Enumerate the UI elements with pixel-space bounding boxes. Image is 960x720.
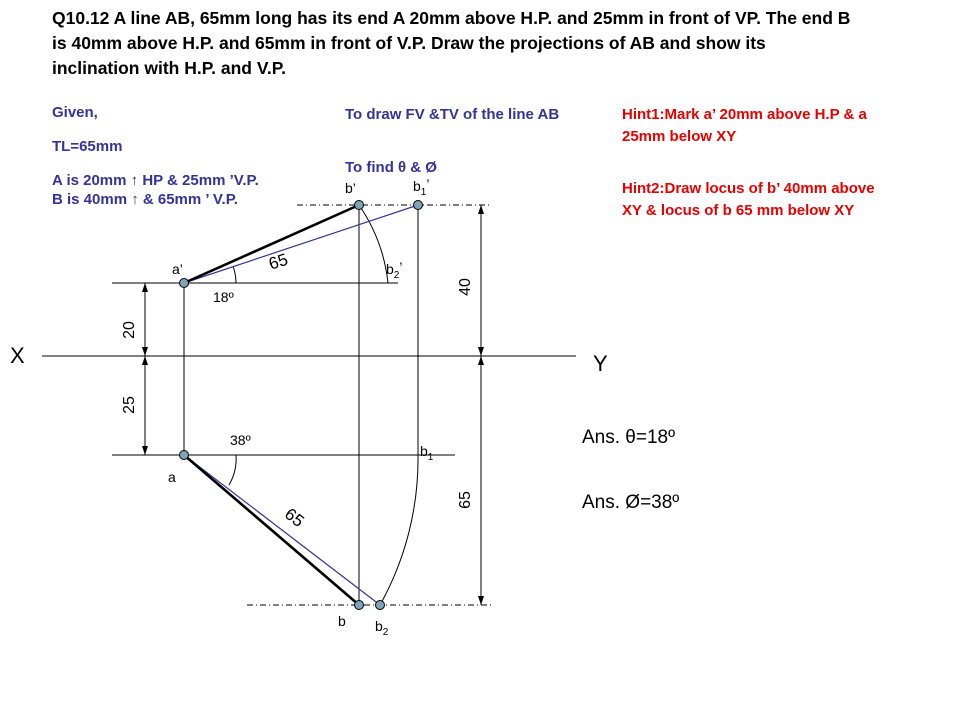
answer-phi: Ans. Ø=38º	[582, 492, 680, 513]
question-text: Q10.12 A line AB, 65mm long has its end A 20mm above H.P. and 25mm in front of VP. The end B is 40mm above H.P. and 65mm in front of V.P. Draw the projections of AB and show its inclination with H.P. and V.P.	[52, 8, 851, 78]
label-b1-prime: $b_1$’	[413, 176, 430, 198]
label-y: Y	[593, 351, 608, 376]
point-b	[355, 601, 364, 610]
label-b-prime: b’	[345, 180, 356, 196]
dimension-20	[142, 283, 148, 356]
given-point-a: A is 20mm ↑ HP & 25mm ’V.P.	[52, 172, 259, 189]
top-view-ab	[184, 455, 359, 605]
label-b: b	[338, 613, 346, 629]
true-length-top	[184, 455, 380, 605]
label-b2: $b_2$	[375, 618, 389, 638]
dimension-65	[478, 356, 484, 605]
point-a	[180, 451, 189, 460]
given-heading: Given,	[52, 104, 98, 121]
task-find-angles: To find θ & Ø	[345, 159, 437, 176]
top-view-rotation-arc	[380, 455, 418, 605]
point-b1-prime	[414, 201, 423, 210]
true-length-front	[184, 205, 418, 283]
label-a: a	[168, 469, 176, 485]
phi-angle-arc	[229, 455, 236, 485]
given-point-b: B is 40mm ↑ & 65mm ’ V.P.	[52, 191, 238, 208]
true-length-front-label: 65	[266, 249, 291, 274]
dimension-40	[478, 205, 484, 356]
dimension-25	[142, 356, 148, 455]
phi-angle-label: 38º	[230, 432, 251, 448]
label-x: X	[10, 343, 25, 368]
dimension-40-label: 40	[457, 278, 474, 296]
answer-theta: Ans. θ=18º	[582, 427, 676, 448]
hint-2: Hint2:Draw locus of b’ 40mm above XY & locus of b 65 mm below XY	[622, 180, 875, 219]
dimension-20-label: 20	[121, 321, 138, 339]
dimension-65-label: 65	[457, 491, 474, 509]
dimension-25-label: 25	[121, 396, 138, 414]
true-length-top-label: 65	[281, 504, 308, 531]
point-b2	[376, 601, 385, 610]
task-draw-views: To draw FV &TV of the line AB	[345, 106, 560, 123]
given-true-length: TL=65mm	[52, 138, 123, 155]
point-a-prime	[180, 279, 189, 288]
hint-1: Hint1:Mark a’ 20mm above H.P & a 25mm below XY	[622, 106, 867, 145]
label-b1: $b_1$	[420, 443, 434, 463]
label-b2-prime: $b_2$’	[386, 259, 403, 281]
point-b-prime	[355, 201, 364, 210]
theta-angle-label: 18º	[213, 289, 234, 305]
theta-angle-arc	[233, 266, 236, 283]
label-a-prime: a’	[172, 261, 183, 277]
